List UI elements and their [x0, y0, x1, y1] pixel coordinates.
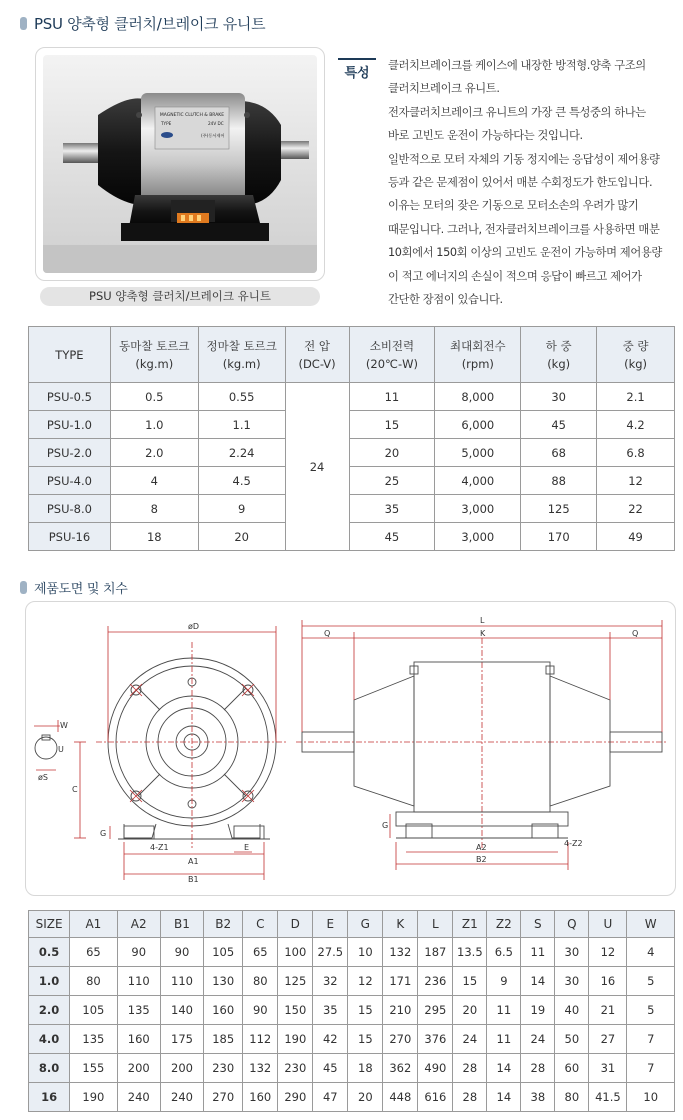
dim-cell: 448 [383, 1083, 418, 1112]
dim-cell: 28 [453, 1083, 487, 1112]
spec-header-static-torque: 정마찰 토르크 (kg.m) [198, 327, 285, 383]
table-row [29, 383, 675, 411]
drawing-section-title [20, 576, 127, 598]
dim-cell: 18 [348, 1054, 383, 1083]
page-title-text: PSU 양축형 클러치/브레이크 유니트 [34, 14, 266, 33]
dim-size-cell: 2.0 [29, 996, 70, 1025]
dim-cell: 38 [521, 1083, 555, 1112]
dim-cell: 9 [487, 967, 521, 996]
spec-header-weight: 중 량 (kg) [597, 327, 675, 383]
dim-cell: 31 [589, 1054, 627, 1083]
features-line: 이 적고 에너지의 손실이 적으며 응답이 빠르고 제어가 [388, 269, 642, 283]
dim-cell: 295 [418, 996, 453, 1025]
page-title [20, 12, 265, 34]
dim-size-cell: 4.0 [29, 1025, 70, 1054]
features-line: 일반적으로 모터 자체의 기동 정지에는 응답성이 제어용량 [388, 152, 660, 166]
dim-label-A2: A2 [476, 843, 487, 852]
spec-cell: 25 [349, 467, 435, 495]
spec-cell: 30 [521, 383, 597, 411]
dim-cell: 14 [521, 967, 555, 996]
dim-cell: 270 [204, 1083, 243, 1112]
spec-cell: 68 [521, 439, 597, 467]
dim-cell: 490 [418, 1054, 453, 1083]
product-photo [43, 55, 317, 273]
spec-cell: 3,000 [435, 523, 521, 551]
dim-cell: 190 [70, 1083, 117, 1112]
dim-header-row [29, 911, 675, 938]
dim-label-phiD: øD [188, 622, 200, 631]
nameplate-line-4: (주)동서제어 [201, 133, 225, 138]
dim-cell: 160 [204, 996, 243, 1025]
spec-cell: 20 [198, 523, 285, 551]
spec-header-type: TYPE [29, 327, 111, 383]
dim-label-Q-right: Q [632, 629, 639, 638]
dim-cell: 80 [70, 967, 117, 996]
spec-cell: 1.0 [110, 411, 198, 439]
table-row [29, 439, 675, 467]
dim-cell: 200 [117, 1054, 160, 1083]
dim-size-cell: 16 [29, 1083, 70, 1112]
dim-cell: 105 [70, 996, 117, 1025]
spec-header-load: 하 중 (kg) [521, 327, 597, 383]
spec-cell: 35 [349, 495, 435, 523]
features-line: 바로 고빈도 운전이 가능하다는 것입니다. [388, 129, 583, 143]
spec-cell: 0.55 [198, 383, 285, 411]
spec-cell: 2.1 [597, 383, 675, 411]
nameplate-line-3: 24V DC [208, 121, 224, 126]
spec-cell: 125 [521, 495, 597, 523]
dim-cell: 80 [243, 967, 278, 996]
dim-cell: 14 [487, 1083, 521, 1112]
dim-label-W: W [60, 721, 68, 730]
dim-cell: 90 [243, 996, 278, 1025]
dim-cell: 32 [313, 967, 348, 996]
spec-cell: 6,000 [435, 411, 521, 439]
table-row [29, 967, 675, 996]
dim-cell: 171 [383, 967, 418, 996]
dim-cell: 28 [453, 1054, 487, 1083]
spec-type-cell: PSU-2.0 [29, 439, 111, 467]
dim-label-C: C [72, 785, 78, 794]
dim-cell: 11 [487, 996, 521, 1025]
dim-cell: 90 [117, 938, 160, 967]
dim-cell: 4 [627, 938, 675, 967]
dim-cell: 27 [589, 1025, 627, 1054]
dim-cell: 15 [453, 967, 487, 996]
spec-cell: 11 [349, 383, 435, 411]
table-row [29, 1025, 675, 1054]
spec-cell: 6.8 [597, 439, 675, 467]
dim-size-cell: 8.0 [29, 1054, 70, 1083]
dimension-table [28, 910, 675, 1112]
table-row [29, 1054, 675, 1083]
table-row [29, 467, 675, 495]
dim-label-G-side: G [382, 821, 389, 830]
dim-cell: 200 [160, 1054, 203, 1083]
spec-cell: 5,000 [435, 439, 521, 467]
dim-cell: 240 [117, 1083, 160, 1112]
spec-cell: 4.2 [597, 411, 675, 439]
dim-cell: 187 [418, 938, 453, 967]
spec-header-dynamic-torque: 동마찰 토르크 (kg.m) [110, 327, 198, 383]
dim-header-cell: B1 [160, 911, 203, 938]
dim-header-cell: C [243, 911, 278, 938]
dim-cell: 230 [204, 1054, 243, 1083]
features-line: 등과 같은 문제점이 있어서 매분 수회정도가 한도입니다. [388, 176, 653, 190]
spec-cell: 3,000 [435, 495, 521, 523]
dim-cell: 90 [160, 938, 203, 967]
dim-cell: 65 [243, 938, 278, 967]
dim-header-cell: L [418, 911, 453, 938]
dim-cell: 290 [278, 1083, 313, 1112]
dim-header-cell: Z2 [487, 911, 521, 938]
spec-cell: 1.1 [198, 411, 285, 439]
spec-cell: 20 [349, 439, 435, 467]
nameplate-line-2: TYPE [161, 121, 172, 126]
dim-size-cell: 1.0 [29, 967, 70, 996]
features-line: 클러치브레이크 유니트. [388, 82, 500, 96]
dim-label-Z1: 4-Z1 [150, 843, 169, 852]
features-line: 10회에서 150회 이상의 고빈도 운전이 가능하며 제어용량 [388, 246, 662, 260]
dim-cell: 13.5 [453, 938, 487, 967]
dim-cell: 236 [418, 967, 453, 996]
dim-cell: 20 [453, 996, 487, 1025]
dim-cell: 5 [627, 996, 675, 1025]
dim-cell: 14 [487, 1054, 521, 1083]
dim-cell: 112 [243, 1025, 278, 1054]
spec-type-cell: PSU-1.0 [29, 411, 111, 439]
dim-header-cell: K [383, 911, 418, 938]
spec-cell: 4 [110, 467, 198, 495]
dim-cell: 60 [555, 1054, 589, 1083]
dim-label-U: U [58, 745, 64, 754]
spec-cell: 2.24 [198, 439, 285, 467]
dim-cell: 47 [313, 1083, 348, 1112]
spec-cell: 170 [521, 523, 597, 551]
dim-cell: 132 [243, 1054, 278, 1083]
dim-cell: 7 [627, 1025, 675, 1054]
features-text [388, 54, 678, 311]
spec-type-cell: PSU-0.5 [29, 383, 111, 411]
dim-header-cell: SIZE [29, 911, 70, 938]
dim-cell: 160 [117, 1025, 160, 1054]
dim-cell: 185 [204, 1025, 243, 1054]
dim-header-cell: Q [555, 911, 589, 938]
dim-cell: 16 [589, 967, 627, 996]
dim-cell: 150 [278, 996, 313, 1025]
dim-cell: 65 [70, 938, 117, 967]
dim-cell: 20 [348, 1083, 383, 1112]
dim-cell: 7 [627, 1054, 675, 1083]
dim-cell: 41.5 [589, 1083, 627, 1112]
dim-header-cell: U [589, 911, 627, 938]
dim-header-cell: D [278, 911, 313, 938]
dim-cell: 30 [555, 967, 589, 996]
title-bullet-icon [20, 17, 27, 30]
dim-cell: 27.5 [313, 938, 348, 967]
spec-cell: 22 [597, 495, 675, 523]
clutch-brake-unit-illustration [43, 55, 317, 273]
dim-header-cell: S [521, 911, 555, 938]
dim-header-cell: Z1 [453, 911, 487, 938]
dim-header-cell: B2 [204, 911, 243, 938]
spec-voltage-cell: 24 [285, 383, 349, 551]
dim-cell: 10 [627, 1083, 675, 1112]
table-row [29, 1083, 675, 1112]
dim-cell: 50 [555, 1025, 589, 1054]
dim-cell: 28 [521, 1054, 555, 1083]
dim-label-phiS: øS [38, 773, 48, 782]
spec-type-cell: PSU-4.0 [29, 467, 111, 495]
spec-cell: 8,000 [435, 383, 521, 411]
dim-header-cell: G [348, 911, 383, 938]
dim-cell: 12 [348, 967, 383, 996]
spec-cell: 45 [521, 411, 597, 439]
dim-cell: 160 [243, 1083, 278, 1112]
dim-cell: 105 [204, 938, 243, 967]
dim-label-E: E [244, 843, 250, 852]
spec-table [28, 326, 675, 551]
dim-cell: 100 [278, 938, 313, 967]
dim-cell: 135 [70, 1025, 117, 1054]
dim-header-cell: E [313, 911, 348, 938]
spec-cell: 12 [597, 467, 675, 495]
spec-cell: 8 [110, 495, 198, 523]
dim-cell: 376 [418, 1025, 453, 1054]
dim-label-G: G [100, 829, 107, 838]
dim-cell: 270 [383, 1025, 418, 1054]
dim-cell: 6.5 [487, 938, 521, 967]
dim-cell: 42 [313, 1025, 348, 1054]
features-line: 간단한 장점이 있습니다. [388, 293, 503, 307]
dim-header-cell: A1 [70, 911, 117, 938]
dim-cell: 155 [70, 1054, 117, 1083]
spec-header-max-rpm: 최대회전수 (rpm) [435, 327, 521, 383]
dim-size-cell: 0.5 [29, 938, 70, 967]
photo-caption: PSU 양축형 클러치/브레이크 유니트 [40, 287, 320, 306]
title-bullet-icon [20, 581, 27, 594]
dim-label-B1: B1 [188, 875, 199, 884]
dim-cell: 240 [160, 1083, 203, 1112]
dim-cell: 140 [160, 996, 203, 1025]
dim-cell: 24 [521, 1025, 555, 1054]
table-row [29, 996, 675, 1025]
dim-cell: 10 [348, 938, 383, 967]
dim-cell: 24 [453, 1025, 487, 1054]
dim-cell: 15 [348, 1025, 383, 1054]
dim-cell: 230 [278, 1054, 313, 1083]
dim-cell: 30 [555, 938, 589, 967]
dim-label-K: K [480, 629, 486, 638]
dim-label-Q-left: Q [324, 629, 331, 638]
dim-cell: 5 [627, 967, 675, 996]
dim-cell: 12 [589, 938, 627, 967]
dim-cell: 80 [555, 1083, 589, 1112]
spec-cell: 4.5 [198, 467, 285, 495]
product-photo-frame [35, 47, 325, 281]
spec-cell: 88 [521, 467, 597, 495]
spec-cell: 15 [349, 411, 435, 439]
spec-cell: 9 [198, 495, 285, 523]
spec-header-voltage: 전 압 (DC-V) [285, 327, 349, 383]
dim-cell: 190 [278, 1025, 313, 1054]
dim-cell: 19 [521, 996, 555, 1025]
spec-header-row [29, 327, 675, 383]
dim-cell: 11 [521, 938, 555, 967]
nameplate-line-1: MAGNETIC CLUTCH & BRAKE [159, 113, 225, 118]
features-line: 때문입니다. 그러나, 전자클러치브레이크를 사용하면 매분 [388, 222, 660, 236]
dim-cell: 15 [348, 996, 383, 1025]
spec-cell: 45 [349, 523, 435, 551]
dim-cell: 110 [160, 967, 203, 996]
dim-label-Z2: 4-Z2 [564, 839, 583, 848]
dim-cell: 616 [418, 1083, 453, 1112]
dim-header-cell: A2 [117, 911, 160, 938]
dim-cell: 130 [204, 967, 243, 996]
dim-cell: 125 [278, 967, 313, 996]
drawing-title-text: 제품도면 및 치수 [34, 581, 128, 597]
table-row [29, 411, 675, 439]
dim-cell: 21 [589, 996, 627, 1025]
spec-type-cell: PSU-8.0 [29, 495, 111, 523]
dim-cell: 45 [313, 1054, 348, 1083]
dim-cell: 40 [555, 996, 589, 1025]
dim-cell: 210 [383, 996, 418, 1025]
table-row [29, 938, 675, 967]
dim-header-cell: W [627, 911, 675, 938]
features-label: 특성 [338, 58, 376, 81]
spec-type-cell: PSU-16 [29, 523, 111, 551]
table-row [29, 495, 675, 523]
features-line: 이유는 모터의 잦은 기동으로 모터소손의 우려가 많기 [388, 199, 639, 213]
dim-cell: 132 [383, 938, 418, 967]
spec-header-power: 소비전력 (20℃-W) [349, 327, 435, 383]
dim-label-L: L [480, 616, 485, 625]
dim-cell: 135 [117, 996, 160, 1025]
table-row [29, 523, 675, 551]
spec-cell: 0.5 [110, 383, 198, 411]
spec-cell: 2.0 [110, 439, 198, 467]
dim-cell: 362 [383, 1054, 418, 1083]
dim-label-A1: A1 [188, 857, 199, 866]
dim-label-B2: B2 [476, 855, 487, 864]
dim-cell: 11 [487, 1025, 521, 1054]
spec-cell: 49 [597, 523, 675, 551]
dim-cell: 35 [313, 996, 348, 1025]
spec-cell: 4,000 [435, 467, 521, 495]
features-line: 전자클러치브레이크 유니트의 가장 큰 특성중의 하나는 [388, 105, 646, 119]
spec-cell: 18 [110, 523, 198, 551]
technical-drawing-frame [25, 601, 676, 896]
features-line: 클러치브레이크를 케이스에 내장한 방적형.양축 구조의 [388, 59, 646, 72]
dim-cell: 110 [117, 967, 160, 996]
technical-drawing [26, 602, 677, 897]
dim-cell: 175 [160, 1025, 203, 1054]
